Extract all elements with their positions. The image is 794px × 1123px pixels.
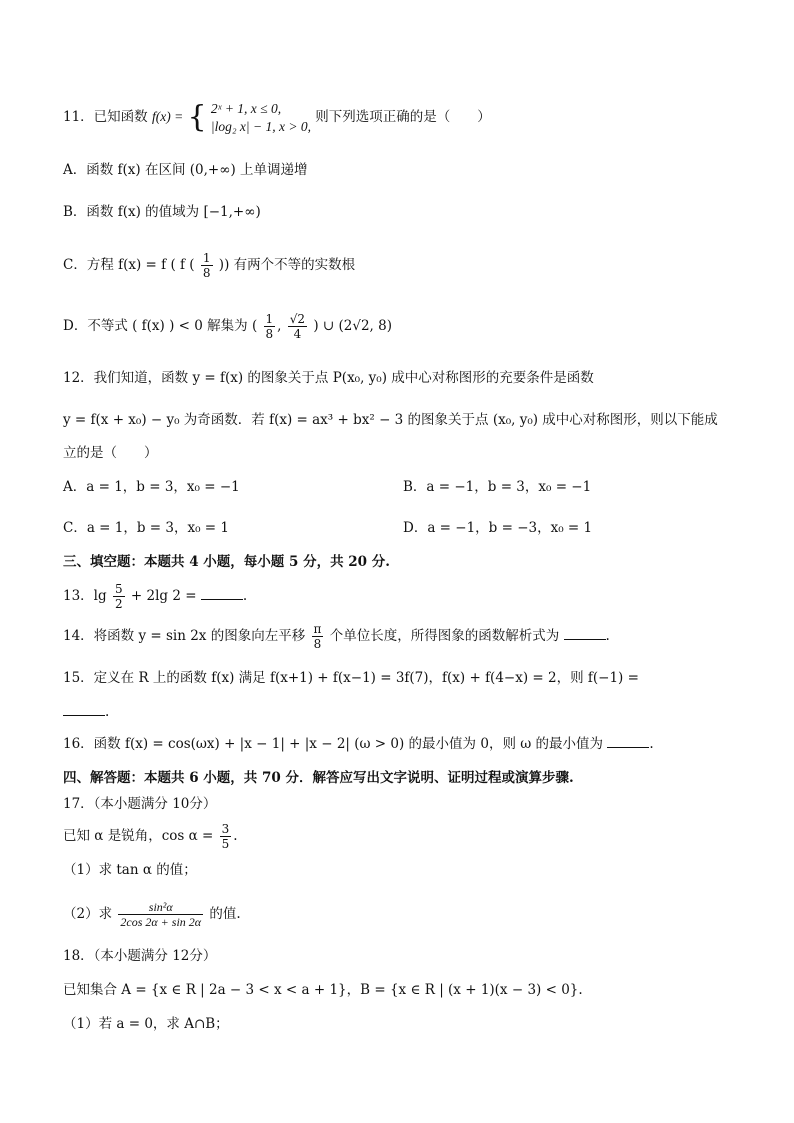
fraction-denominator: 2cos 2α + sin 2α bbox=[120, 915, 202, 929]
fraction-numerator: 1 bbox=[202, 251, 211, 265]
q11-question-tail: 则下列选项正确的是（ ） bbox=[315, 109, 491, 125]
q16-end: . bbox=[649, 736, 654, 752]
fraction-numerator: π bbox=[313, 622, 322, 636]
q17-title: 17．（本小题满分 10分） bbox=[63, 796, 217, 812]
section-4-heading: 四、解答题：本题共 6 小题，共 70 分．解答应写出文字说明、证明过程或演算步骤. bbox=[63, 770, 574, 786]
fraction-denominator: 8 bbox=[202, 266, 211, 280]
fraction-numerator: 1 bbox=[265, 312, 274, 326]
fraction-denominator: 8 bbox=[313, 637, 322, 651]
q11-option-d: D．不等式 ( f(x) ) < 0 解集为 ( $\frac{1}{8}$ , $\frac{√2}{4}$ ) ∪ (2√2, 8) bbox=[63, 312, 392, 341]
q11-case-1: 2ˣ + 1, x ≤ 0, bbox=[210, 100, 282, 116]
q11-option-a: A．函数 f(x) 在区间 (0,+∞) 上单调递增 bbox=[63, 162, 308, 178]
q13-fraction bbox=[113, 582, 125, 611]
q12-line-3: 立的是（ ） bbox=[63, 445, 158, 461]
q13-answer-blank[interactable] bbox=[201, 587, 243, 600]
q11-number: 11．已知函数 bbox=[63, 109, 148, 125]
q15-line-1: 15．定义在 R 上的函数 f(x) 满足 f(x+1) + f(x−1) = 3f(7)，f(x) + f(4−x) = 2，则 f(−1) = bbox=[63, 670, 639, 686]
q14-end: . bbox=[605, 628, 610, 644]
q12-line-2: y = f(x + x₀) − y₀ 为奇函数．若 f(x) = ax³ + bx² − 3 的图象关于点 (x₀, y₀) 成中心对称图形，则以下能成 bbox=[63, 412, 718, 428]
fraction-numerator: 5 bbox=[114, 582, 123, 596]
q11-option-b: B．函数 f(x) 的值域为 [−1,+∞) bbox=[63, 204, 261, 220]
q18-part-1: （1）若 a = 0，求 A∩B； bbox=[63, 1016, 229, 1032]
q11-case-2: |log₂ x| − 1, x > 0, bbox=[210, 118, 311, 134]
q15-end: . bbox=[105, 704, 110, 720]
q11-option-c-fraction bbox=[201, 251, 213, 280]
q11-option-c bbox=[63, 247, 734, 283]
q11-stem bbox=[63, 94, 734, 141]
q11-option-d-fraction-1 bbox=[264, 312, 276, 341]
q15-line-2 bbox=[63, 702, 734, 722]
q17-part-2-post: 的值. bbox=[209, 906, 241, 922]
fraction-denominator: 8 bbox=[265, 327, 274, 341]
q16-answer-blank[interactable] bbox=[607, 735, 649, 748]
q17-part-2-fraction bbox=[118, 900, 203, 929]
fraction-numerator: sin²α bbox=[118, 900, 203, 915]
q17-part-1: （1）求 tan α 的值； bbox=[63, 862, 197, 878]
fraction-numerator: √2 bbox=[289, 312, 306, 326]
q16 bbox=[63, 734, 734, 754]
q11-option-c-post: )) 有两个不等的实数根 bbox=[218, 257, 356, 273]
q11-cases bbox=[211, 100, 311, 136]
section-3-heading: 三、填空题：本题共 4 小题，每小题 5 分，共 20 分. bbox=[63, 554, 390, 570]
q11-option-d-pre: D．不等式 ( f(x) ) < 0 解集为 ( bbox=[63, 318, 258, 334]
q16-text: 16．函数 f(x) = cos(ωx) + |x − 1| + |x − 2| (ω > 0) 的最小值为 0，则 ω 的最小值为 bbox=[63, 736, 604, 752]
q14-fraction bbox=[312, 622, 324, 651]
q12-options-ab bbox=[63, 477, 734, 497]
q11-option-c-pre: C．方程 f(x) = f ( f ( bbox=[63, 257, 195, 273]
q15-answer-blank[interactable] bbox=[63, 703, 105, 716]
q14 bbox=[63, 618, 734, 654]
q13 bbox=[63, 578, 734, 614]
q13-post: + 2lg 2 = bbox=[130, 588, 197, 604]
q11-option-d-post: ) ∪ (2√2, 8) bbox=[313, 318, 392, 334]
q17-given-fraction bbox=[220, 822, 232, 851]
q14-answer-blank[interactable] bbox=[564, 627, 606, 640]
q13-pre: 13．lg bbox=[63, 588, 107, 604]
q12-option-b: B．a = −1，b = 3，x₀ = −1 bbox=[403, 479, 592, 495]
q18-title: 18．（本小题满分 12分） bbox=[63, 948, 217, 964]
q17-part-2-pre: （2）求 bbox=[63, 906, 113, 922]
q12-line-1: 12．我们知道，函数 y = f(x) 的图象关于点 P(x₀, y₀) 成中心对称图形的充要条件是函数 bbox=[63, 370, 594, 386]
q11-brace: { bbox=[187, 99, 207, 135]
fraction-denominator: 5 bbox=[221, 837, 230, 851]
q14-pre: 14．将函数 y = sin 2x 的图象向左平移 bbox=[63, 628, 306, 644]
fraction-denominator: 4 bbox=[293, 327, 302, 341]
q14-post: 个单位长度，所得图象的函数解析式为 bbox=[329, 628, 560, 644]
q17-part-2 bbox=[63, 892, 734, 936]
q17-given-pre: 已知 α 是锐角，cos α = bbox=[63, 828, 214, 844]
q12-option-a: A．a = 1，b = 3，x₀ = −1 bbox=[63, 479, 240, 495]
fraction-denominator: 2 bbox=[114, 597, 123, 611]
q12-options-cd bbox=[63, 518, 734, 538]
q17-given-end: . bbox=[233, 828, 238, 844]
q12-option-c: C．a = 1，b = 3，x₀ = 1 bbox=[63, 520, 229, 536]
q18-given: 已知集合 A = {x ∈ R | 2a − 3 < x < a + 1}，B = {x ∈ R | (x + 1)(x − 3) < 0}. bbox=[63, 982, 583, 998]
q11-option-d-fraction-2 bbox=[288, 312, 307, 341]
fraction-numerator: 3 bbox=[221, 822, 230, 836]
q13-end: . bbox=[242, 588, 248, 604]
q17-given bbox=[63, 818, 734, 854]
q12-option-d: D．a = −1，b = −3，x₀ = 1 bbox=[403, 520, 593, 536]
q11-function: f(x) = bbox=[151, 109, 184, 124]
